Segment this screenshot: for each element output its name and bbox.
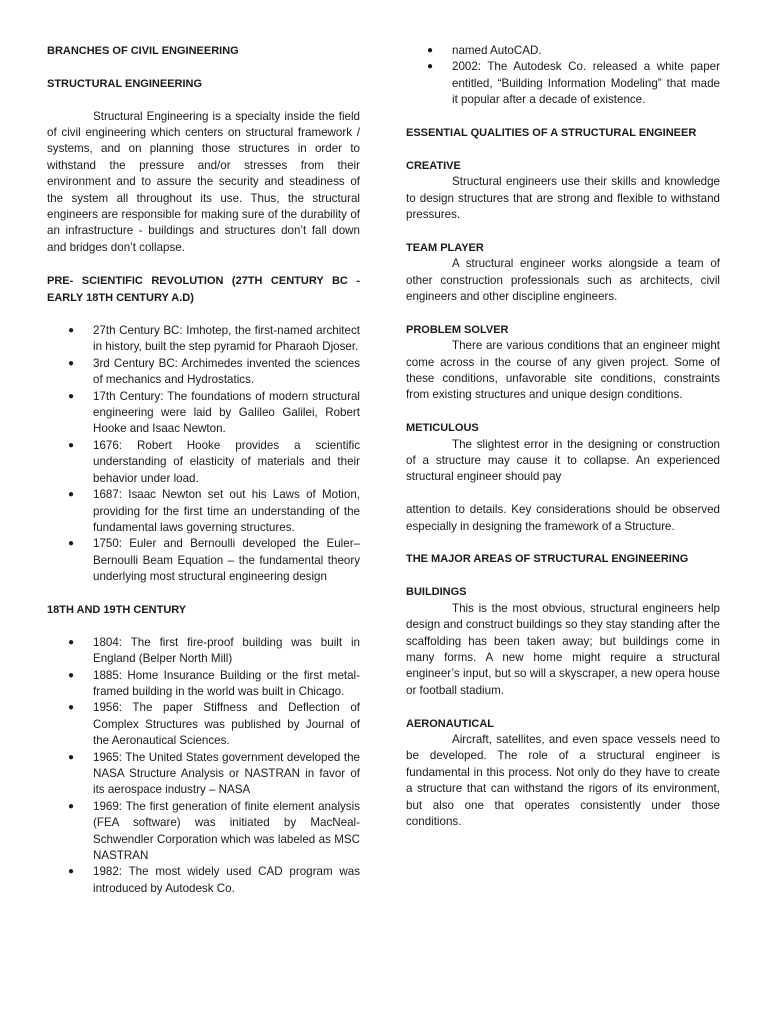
creative-heading: CREATIVE (406, 159, 461, 172)
list-item: ● 1965: The United States government developed the NASA Structure Analysis or NASTRAN in favor of its aerospace industry – NASA (68, 750, 360, 797)
pre-revolution-list (47, 323, 360, 586)
list-item: ● 1969: The first generation of finite element analysis (FEA software) was initiated by MacNeal-Schwendler Corporation which was labeled as MSC NASTRAN (68, 799, 360, 862)
major-areas-heading: THE MAJOR AREAS OF STRUCTURAL ENGINEERING (406, 553, 689, 566)
bullet-icon: ● (427, 61, 434, 73)
list-item: ● 1885: Home Insurance Building or the first metal-framed building in the world was built in Chicago. (68, 668, 360, 698)
right-column (406, 43, 720, 830)
list-item: ● 3rd Century BC: Archimedes invented the sciences of mechanics and Hydrostatics. (68, 356, 360, 387)
pre-revolution-heading: PRE- SCIENTIFIC REVOLUTION (27TH CENTURY BC - EARLY 18TH CENTURY A.D) (47, 274, 360, 304)
bullet-icon: ● (68, 636, 75, 648)
meticulous-paragraph: The slightest error in the designing or construction of a structure may cause it to collapse. An experienced structural engineer should pay (406, 437, 720, 484)
bullet-icon: ● (427, 45, 434, 56)
bullet-icon: ● (68, 439, 75, 451)
bullet-icon: ● (68, 357, 75, 369)
structural-paragraph: Structural Engineering is a specialty inside the field of civil engineering which centers on structural framework / systems, and on planning those structures in order to withstand the pressure and/or stresses from their environment and to assure the security and steadiness of the system all throughout its use. Thus, the structural engineers are responsible for making sure of the durability of an infrastructure - buildings and structures don’t fall down and bridges don’t collapse. (47, 109, 360, 254)
left-column (47, 43, 360, 897)
list-item: ● 17th Century: The foundations of modern structural engineering were laid by Galileo Galilei, Robert Hooke and Isaac Newton. (68, 389, 360, 436)
bullet-icon: ● (68, 866, 75, 878)
buildings-heading: BUILDINGS (406, 586, 467, 599)
century-heading: 18TH AND 19TH CENTURY (47, 603, 187, 616)
list-item: ● named AutoCAD. (406, 43, 720, 59)
list-item: ● 1982: The most widely used CAD program was introduced by Autodesk Co. (68, 865, 360, 895)
bullet-icon: ● (68, 751, 75, 763)
bullet-icon: ● (68, 800, 75, 812)
team-player-heading: TEAM PLAYER (406, 241, 484, 254)
list-item: ● 1750: Euler and Bernoulli developed the Euler–Bernoulli Beam Equation – the fundamental theory underlying most structural engineering design (68, 537, 360, 584)
list-item: ● 2002: The Autodesk Co. released a white paper entitled, “Building Information Modeling” that made it popular after a decade of existence. (427, 60, 720, 107)
meticulous-heading: METICULOUS (406, 422, 479, 435)
creative-paragraph: Structural engineers use their skills and knowledge to design structures that are strong and flexible to withstand pressures. (406, 175, 720, 222)
bullet-icon: ● (68, 390, 75, 402)
list-item: ● 1956: The paper Stiffness and Deflection of Complex Structures was published by Journal of the Aeronautical Sciences. (68, 701, 360, 748)
list-item: ● 1676: Robert Hooke provides a scientific understanding of elasticity of materials and their behavior under load. (68, 438, 360, 485)
bullet-icon: ● (68, 489, 75, 501)
problem-solver-paragraph: There are various conditions that an engineer might come across in the course of any given project. Some of these conditions, unfavorable site conditions, constraints from existing structures and unique design conditions. (406, 339, 720, 402)
century-list (47, 635, 360, 898)
aeronautical-paragraph: Aircraft, satellites, and even space vessels need to be developed. The role of a structural engineer is fundamental in this process. Not only do they have to create a structure that can withstand the rigors of its environment, but also one that operates consistently under those conditions. (406, 732, 720, 828)
buildings-paragraph: This is the most obvious, structural engineers help design and construct buildings so they stay standing after the scaffolding has been taken away; but buildings come in many forms. A new home might require a structural engineer’s input, but so will a skyscraper, a new opera house or football stadium. (406, 601, 720, 697)
structural-heading: STRUCTURAL ENGINEERING (47, 77, 203, 90)
continued-list (406, 43, 720, 109)
qualities-heading: ESSENTIAL QUALITIES OF A STRUCTURAL ENGINEER (406, 127, 697, 140)
aeronautical-heading: AERONAUTICAL (406, 717, 494, 730)
bullet-icon: ● (68, 538, 75, 550)
bullet-icon: ● (68, 325, 75, 337)
meticulous-continued-paragraph: attention to details. Key considerations should be observed especially in designing the framework of a Structure. (406, 503, 720, 533)
list-item: ● 1687: Isaac Newton set out his Laws of Motion, providing for the first time an understanding of the fundamental laws governing structures. (68, 488, 360, 534)
list-item: ● 27th Century BC: Imhotep, the first-named architect in history, built the step pyramid for Pharaoh Djoser. (68, 324, 360, 354)
bullet-icon: ● (68, 669, 75, 681)
bullet-icon: ● (68, 702, 75, 714)
list-item: ● 1804: The first fire-proof building was built in England (Belper North Mill) (68, 635, 360, 666)
document-title: BRANCHES OF CIVIL ENGINEERING (47, 45, 239, 57)
problem-solver-heading: PROBLEM SOLVER (406, 323, 509, 336)
team-player-paragraph: A structural engineer works alongside a team of other construction professionals such as architects, civil engineers and other discipline engineers. (406, 257, 720, 304)
